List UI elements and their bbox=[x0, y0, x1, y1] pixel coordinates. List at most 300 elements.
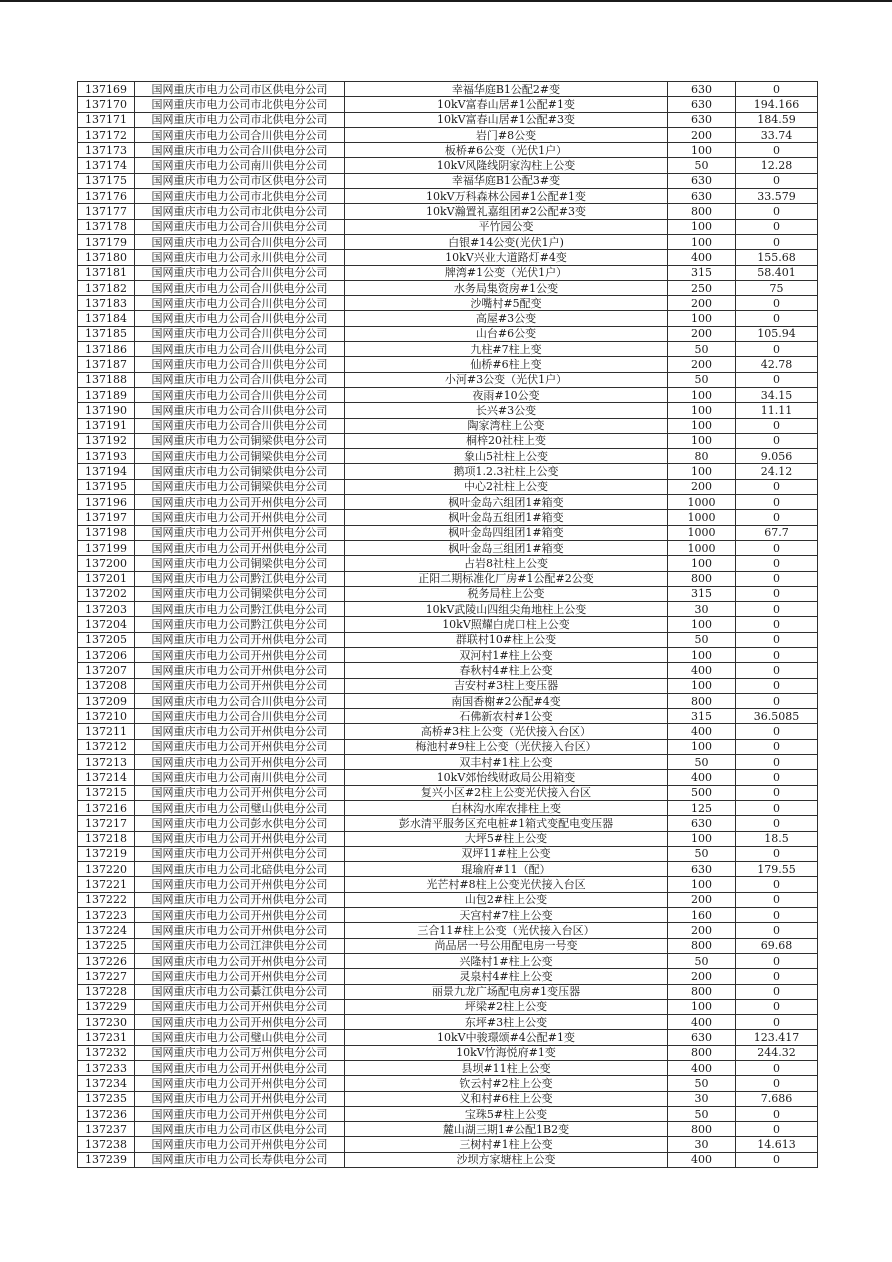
table-row bbox=[78, 403, 818, 418]
cell-company: 国网重庆市电力公司开州供电分公司 bbox=[135, 1137, 345, 1152]
table-row bbox=[78, 923, 818, 938]
cell-company: 国网重庆市电力公司市北供电分公司 bbox=[135, 97, 345, 112]
cell-value: 0 bbox=[736, 969, 818, 984]
cell-value: 0 bbox=[736, 433, 818, 448]
table-row bbox=[78, 112, 818, 127]
cell-name: 枫叶金岛六组团1#箱变 bbox=[345, 495, 668, 510]
cell-value: 0 bbox=[736, 82, 818, 97]
cell-value: 0 bbox=[736, 479, 818, 494]
cell-company: 国网重庆市电力公司开州供电分公司 bbox=[135, 755, 345, 770]
cell-capacity: 50 bbox=[668, 1106, 736, 1121]
cell-id: 137196 bbox=[78, 495, 135, 510]
table-row bbox=[78, 632, 818, 647]
cell-company: 国网重庆市电力公司合川供电分公司 bbox=[135, 127, 345, 142]
cell-id: 137230 bbox=[78, 1015, 135, 1030]
cell-company: 国网重庆市电力公司南川供电分公司 bbox=[135, 158, 345, 173]
cell-value: 0 bbox=[736, 908, 818, 923]
cell-id: 137227 bbox=[78, 969, 135, 984]
cell-name: 丽景九龙广场配电房#1变压器 bbox=[345, 984, 668, 999]
cell-capacity: 400 bbox=[668, 1152, 736, 1167]
cell-name: 彭水清平服务区充电桩#1箱式变配电变压器 bbox=[345, 816, 668, 831]
cell-value: 0 bbox=[736, 800, 818, 815]
cell-capacity: 100 bbox=[668, 739, 736, 754]
cell-name: 10kV郊怡线财政局公用箱变 bbox=[345, 770, 668, 785]
cell-id: 137197 bbox=[78, 510, 135, 525]
cell-capacity: 800 bbox=[668, 571, 736, 586]
cell-capacity: 400 bbox=[668, 1015, 736, 1030]
cell-value: 0 bbox=[736, 342, 818, 357]
cell-value: 0 bbox=[736, 540, 818, 555]
cell-company: 国网重庆市电力公司合川供电分公司 bbox=[135, 357, 345, 372]
cell-capacity: 100 bbox=[668, 143, 736, 158]
table-row bbox=[78, 525, 818, 540]
table-row bbox=[78, 189, 818, 204]
table-row bbox=[78, 127, 818, 142]
cell-name: 石佛新农村#1公变 bbox=[345, 709, 668, 724]
cell-value: 105.94 bbox=[736, 326, 818, 341]
cell-id: 137214 bbox=[78, 770, 135, 785]
cell-value: 0 bbox=[736, 755, 818, 770]
cell-capacity: 100 bbox=[668, 234, 736, 249]
cell-company: 国网重庆市电力公司开州供电分公司 bbox=[135, 663, 345, 678]
cell-id: 137235 bbox=[78, 1091, 135, 1106]
cell-company: 国网重庆市电力公司开州供电分公司 bbox=[135, 831, 345, 846]
cell-company: 国网重庆市电力公司市北供电分公司 bbox=[135, 112, 345, 127]
cell-id: 137228 bbox=[78, 984, 135, 999]
cell-capacity: 50 bbox=[668, 953, 736, 968]
table-row bbox=[78, 158, 818, 173]
cell-name: 幸福华庭B1公配3#变 bbox=[345, 173, 668, 188]
table-row bbox=[78, 693, 818, 708]
cell-company: 国网重庆市电力公司铜梁供电分公司 bbox=[135, 586, 345, 601]
cell-company: 国网重庆市电力公司合川供电分公司 bbox=[135, 280, 345, 295]
cell-name: 三树村#1柱上公变 bbox=[345, 1137, 668, 1152]
cell-company: 国网重庆市电力公司开州供电分公司 bbox=[135, 510, 345, 525]
cell-capacity: 100 bbox=[668, 219, 736, 234]
cell-company: 国网重庆市电力公司彭水供电分公司 bbox=[135, 816, 345, 831]
cell-name: 兴隆村1#柱上公变 bbox=[345, 953, 668, 968]
cell-capacity: 200 bbox=[668, 326, 736, 341]
cell-id: 137236 bbox=[78, 1106, 135, 1121]
cell-id: 137198 bbox=[78, 525, 135, 540]
cell-value: 75 bbox=[736, 280, 818, 295]
table-row bbox=[78, 265, 818, 280]
cell-company: 国网重庆市电力公司市北供电分公司 bbox=[135, 204, 345, 219]
cell-capacity: 200 bbox=[668, 357, 736, 372]
cell-name: 高屋#3公变 bbox=[345, 311, 668, 326]
cell-name: 牌湾#1公变（光伏1户） bbox=[345, 265, 668, 280]
cell-capacity: 100 bbox=[668, 387, 736, 402]
cell-value: 0 bbox=[736, 1061, 818, 1076]
cell-capacity: 800 bbox=[668, 1122, 736, 1137]
cell-company: 国网重庆市电力公司开州供电分公司 bbox=[135, 647, 345, 662]
cell-capacity: 100 bbox=[668, 877, 736, 892]
cell-id: 137176 bbox=[78, 189, 135, 204]
cell-capacity: 1000 bbox=[668, 495, 736, 510]
cell-name: 白林沟水库农排柱上变 bbox=[345, 800, 668, 815]
cell-id: 137175 bbox=[78, 173, 135, 188]
cell-id: 137217 bbox=[78, 816, 135, 831]
table-row bbox=[78, 938, 818, 953]
cell-company: 国网重庆市电力公司合川供电分公司 bbox=[135, 296, 345, 311]
cell-value: 0 bbox=[736, 311, 818, 326]
cell-capacity: 100 bbox=[668, 999, 736, 1014]
cell-capacity: 630 bbox=[668, 862, 736, 877]
table-row bbox=[78, 1030, 818, 1045]
cell-value: 58.401 bbox=[736, 265, 818, 280]
cell-value: 0 bbox=[736, 739, 818, 754]
cell-capacity: 30 bbox=[668, 1137, 736, 1152]
table-row bbox=[78, 785, 818, 800]
cell-value: 0 bbox=[736, 999, 818, 1014]
table-row bbox=[78, 800, 818, 815]
cell-capacity: 630 bbox=[668, 816, 736, 831]
cell-capacity: 80 bbox=[668, 449, 736, 464]
cell-company: 国网重庆市电力公司铜梁供电分公司 bbox=[135, 449, 345, 464]
table-row bbox=[78, 984, 818, 999]
cell-capacity: 50 bbox=[668, 632, 736, 647]
cell-capacity: 315 bbox=[668, 586, 736, 601]
cell-value: 155.68 bbox=[736, 250, 818, 265]
table-row bbox=[78, 1152, 818, 1167]
cell-value: 0 bbox=[736, 204, 818, 219]
table-row bbox=[78, 357, 818, 372]
cell-id: 137192 bbox=[78, 433, 135, 448]
cell-value: 0 bbox=[736, 571, 818, 586]
cell-capacity: 630 bbox=[668, 189, 736, 204]
table-row bbox=[78, 953, 818, 968]
table-row bbox=[78, 495, 818, 510]
cell-name: 坪梁#2柱上公变 bbox=[345, 999, 668, 1014]
cell-id: 137210 bbox=[78, 709, 135, 724]
cell-capacity: 100 bbox=[668, 418, 736, 433]
cell-id: 137239 bbox=[78, 1152, 135, 1167]
cell-id: 137194 bbox=[78, 464, 135, 479]
table-row bbox=[78, 479, 818, 494]
cell-capacity: 30 bbox=[668, 602, 736, 617]
cell-value: 179.55 bbox=[736, 862, 818, 877]
cell-value: 0 bbox=[736, 173, 818, 188]
cell-value: 24.12 bbox=[736, 464, 818, 479]
cell-company: 国网重庆市电力公司铜梁供电分公司 bbox=[135, 479, 345, 494]
cell-id: 137206 bbox=[78, 647, 135, 662]
cell-name: 正阳二期标准化厂房#1公配#2公变 bbox=[345, 571, 668, 586]
cell-name: 10kV照耀白虎口柱上公变 bbox=[345, 617, 668, 632]
cell-name: 高桥#3柱上公变（光伏接入台区） bbox=[345, 724, 668, 739]
table-row bbox=[78, 724, 818, 739]
cell-value: 33.579 bbox=[736, 189, 818, 204]
cell-company: 国网重庆市电力公司开州供电分公司 bbox=[135, 540, 345, 555]
cell-id: 137219 bbox=[78, 846, 135, 861]
cell-company: 国网重庆市电力公司黔江供电分公司 bbox=[135, 617, 345, 632]
cell-name: 吉安村#3柱上变压器 bbox=[345, 678, 668, 693]
cell-value: 0 bbox=[736, 617, 818, 632]
cell-value: 0 bbox=[736, 296, 818, 311]
table-row bbox=[78, 540, 818, 555]
cell-value: 11.11 bbox=[736, 403, 818, 418]
cell-id: 137172 bbox=[78, 127, 135, 142]
cell-company: 国网重庆市电力公司合川供电分公司 bbox=[135, 234, 345, 249]
cell-company: 国网重庆市电力公司合川供电分公司 bbox=[135, 326, 345, 341]
cell-id: 137170 bbox=[78, 97, 135, 112]
cell-id: 137218 bbox=[78, 831, 135, 846]
cell-name: 南国香榭#2公配#4变 bbox=[345, 693, 668, 708]
cell-capacity: 200 bbox=[668, 296, 736, 311]
cell-id: 137220 bbox=[78, 862, 135, 877]
cell-capacity: 50 bbox=[668, 158, 736, 173]
cell-name: 天宫村#7柱上公变 bbox=[345, 908, 668, 923]
cell-value: 0 bbox=[736, 219, 818, 234]
cell-company: 国网重庆市电力公司开州供电分公司 bbox=[135, 739, 345, 754]
cell-id: 137200 bbox=[78, 556, 135, 571]
cell-id: 137182 bbox=[78, 280, 135, 295]
cell-company: 国网重庆市电力公司开州供电分公司 bbox=[135, 1076, 345, 1091]
cell-company: 国网重庆市电力公司开州供电分公司 bbox=[135, 1091, 345, 1106]
cell-company: 国网重庆市电力公司开州供电分公司 bbox=[135, 495, 345, 510]
cell-capacity: 400 bbox=[668, 724, 736, 739]
cell-value: 0 bbox=[736, 143, 818, 158]
cell-id: 137174 bbox=[78, 158, 135, 173]
table-row bbox=[78, 999, 818, 1014]
cell-name: 仙桥#6柱上变 bbox=[345, 357, 668, 372]
cell-name: 10kV武陵山四组尖角地柱上公变 bbox=[345, 602, 668, 617]
table-row bbox=[78, 234, 818, 249]
table-row bbox=[78, 1045, 818, 1060]
cell-id: 137186 bbox=[78, 342, 135, 357]
cell-id: 137216 bbox=[78, 800, 135, 815]
cell-id: 137213 bbox=[78, 755, 135, 770]
cell-capacity: 630 bbox=[668, 82, 736, 97]
cell-value: 18.5 bbox=[736, 831, 818, 846]
cell-id: 137203 bbox=[78, 602, 135, 617]
cell-value: 194.166 bbox=[736, 97, 818, 112]
table-row bbox=[78, 1091, 818, 1106]
cell-capacity: 100 bbox=[668, 617, 736, 632]
cell-capacity: 100 bbox=[668, 831, 736, 846]
cell-name: 长兴#3公变 bbox=[345, 403, 668, 418]
cell-name: 岩门#8公变 bbox=[345, 127, 668, 142]
cell-value: 0 bbox=[736, 678, 818, 693]
cell-name: 县坝#11柱上公变 bbox=[345, 1061, 668, 1076]
cell-id: 137233 bbox=[78, 1061, 135, 1076]
cell-id: 137226 bbox=[78, 953, 135, 968]
cell-id: 137179 bbox=[78, 234, 135, 249]
cell-capacity: 1000 bbox=[668, 510, 736, 525]
cell-id: 137237 bbox=[78, 1122, 135, 1137]
table-row bbox=[78, 877, 818, 892]
cell-value: 0 bbox=[736, 495, 818, 510]
cell-name: 大坪5#柱上公变 bbox=[345, 831, 668, 846]
table-row bbox=[78, 280, 818, 295]
table-row bbox=[78, 602, 818, 617]
cell-value: 244.32 bbox=[736, 1045, 818, 1060]
cell-capacity: 315 bbox=[668, 265, 736, 280]
cell-name: 板桥#6公变（光伏1户） bbox=[345, 143, 668, 158]
cell-id: 137189 bbox=[78, 387, 135, 402]
table-row bbox=[78, 311, 818, 326]
cell-company: 国网重庆市电力公司长寿供电分公司 bbox=[135, 1152, 345, 1167]
table-row bbox=[78, 846, 818, 861]
transformer-data-table bbox=[77, 81, 818, 1168]
table-row bbox=[78, 143, 818, 158]
cell-value: 0 bbox=[736, 1122, 818, 1137]
cell-name: 双丰村#1柱上公变 bbox=[345, 755, 668, 770]
table-row bbox=[78, 770, 818, 785]
cell-id: 137225 bbox=[78, 938, 135, 953]
cell-name: 枫叶金岛五组团1#箱变 bbox=[345, 510, 668, 525]
cell-value: 0 bbox=[736, 877, 818, 892]
cell-company: 国网重庆市电力公司开州供电分公司 bbox=[135, 785, 345, 800]
cell-value: 0 bbox=[736, 1015, 818, 1030]
cell-company: 国网重庆市电力公司合川供电分公司 bbox=[135, 311, 345, 326]
table-row bbox=[78, 342, 818, 357]
cell-name: 沙坝方家塘柱上公变 bbox=[345, 1152, 668, 1167]
table-row bbox=[78, 326, 818, 341]
cell-name: 中心2社柱上公变 bbox=[345, 479, 668, 494]
table-row bbox=[78, 1076, 818, 1091]
cell-value: 34.15 bbox=[736, 387, 818, 402]
cell-value: 0 bbox=[736, 923, 818, 938]
cell-capacity: 100 bbox=[668, 678, 736, 693]
cell-name: 钦云村#2柱上公变 bbox=[345, 1076, 668, 1091]
cell-name: 10kV竹海悦府#1变 bbox=[345, 1045, 668, 1060]
table-row bbox=[78, 556, 818, 571]
table-row bbox=[78, 1061, 818, 1076]
cell-name: 10kV瀚置礼嘉组团#2公配#3变 bbox=[345, 204, 668, 219]
cell-company: 国网重庆市电力公司市区供电分公司 bbox=[135, 1122, 345, 1137]
table-row bbox=[78, 418, 818, 433]
cell-capacity: 400 bbox=[668, 663, 736, 678]
cell-capacity: 250 bbox=[668, 280, 736, 295]
cell-id: 137178 bbox=[78, 219, 135, 234]
cell-name: 麓山湖三期1#公配1B2变 bbox=[345, 1122, 668, 1137]
cell-name: 梅池村#9柱上公变（光伏接入台区） bbox=[345, 739, 668, 754]
table-row bbox=[78, 219, 818, 234]
cell-id: 137202 bbox=[78, 586, 135, 601]
cell-id: 137181 bbox=[78, 265, 135, 280]
cell-id: 137205 bbox=[78, 632, 135, 647]
table-row bbox=[78, 617, 818, 632]
cell-capacity: 200 bbox=[668, 923, 736, 938]
cell-capacity: 400 bbox=[668, 1061, 736, 1076]
cell-name: 山台#6公变 bbox=[345, 326, 668, 341]
cell-company: 国网重庆市电力公司璧山供电分公司 bbox=[135, 1030, 345, 1045]
table-row bbox=[78, 1015, 818, 1030]
cell-name: 九柱#7柱上变 bbox=[345, 342, 668, 357]
cell-capacity: 315 bbox=[668, 709, 736, 724]
cell-id: 137229 bbox=[78, 999, 135, 1014]
table-row bbox=[78, 647, 818, 662]
cell-company: 国网重庆市电力公司开州供电分公司 bbox=[135, 632, 345, 647]
cell-value: 0 bbox=[736, 234, 818, 249]
cell-company: 国网重庆市电力公司开州供电分公司 bbox=[135, 953, 345, 968]
cell-id: 137184 bbox=[78, 311, 135, 326]
cell-company: 国网重庆市电力公司开州供电分公司 bbox=[135, 724, 345, 739]
table-row bbox=[78, 739, 818, 754]
cell-value: 7.686 bbox=[736, 1091, 818, 1106]
cell-company: 国网重庆市电力公司綦江供电分公司 bbox=[135, 984, 345, 999]
cell-value: 0 bbox=[736, 1076, 818, 1091]
table-row bbox=[78, 387, 818, 402]
cell-capacity: 160 bbox=[668, 908, 736, 923]
table-row bbox=[78, 173, 818, 188]
cell-company: 国网重庆市电力公司合川供电分公司 bbox=[135, 387, 345, 402]
table-row bbox=[78, 663, 818, 678]
cell-company: 国网重庆市电力公司市北供电分公司 bbox=[135, 189, 345, 204]
cell-company: 国网重庆市电力公司开州供电分公司 bbox=[135, 525, 345, 540]
cell-capacity: 30 bbox=[668, 1091, 736, 1106]
table-row bbox=[78, 892, 818, 907]
table-row bbox=[78, 755, 818, 770]
cell-id: 137173 bbox=[78, 143, 135, 158]
cell-name: 10kV万科森林公园#1公配#1变 bbox=[345, 189, 668, 204]
cell-capacity: 800 bbox=[668, 693, 736, 708]
cell-company: 国网重庆市电力公司江津供电分公司 bbox=[135, 938, 345, 953]
cell-company: 国网重庆市电力公司合川供电分公司 bbox=[135, 709, 345, 724]
cell-name: 义和村#6柱上公变 bbox=[345, 1091, 668, 1106]
cell-id: 137224 bbox=[78, 923, 135, 938]
cell-capacity: 50 bbox=[668, 1076, 736, 1091]
cell-value: 0 bbox=[736, 510, 818, 525]
cell-capacity: 100 bbox=[668, 464, 736, 479]
cell-company: 国网重庆市电力公司合川供电分公司 bbox=[135, 418, 345, 433]
cell-value: 67.7 bbox=[736, 525, 818, 540]
cell-name: 象山5社柱上公变 bbox=[345, 449, 668, 464]
cell-value: 0 bbox=[736, 647, 818, 662]
cell-company: 国网重庆市电力公司开州供电分公司 bbox=[135, 999, 345, 1014]
cell-company: 国网重庆市电力公司开州供电分公司 bbox=[135, 908, 345, 923]
cell-name: 10kV兴业大道路灯#4变 bbox=[345, 250, 668, 265]
cell-company: 国网重庆市电力公司市区供电分公司 bbox=[135, 173, 345, 188]
cell-value: 0 bbox=[736, 372, 818, 387]
cell-capacity: 800 bbox=[668, 1045, 736, 1060]
cell-value: 42.78 bbox=[736, 357, 818, 372]
cell-id: 137231 bbox=[78, 1030, 135, 1045]
cell-capacity: 400 bbox=[668, 250, 736, 265]
cell-value: 184.59 bbox=[736, 112, 818, 127]
cell-capacity: 1000 bbox=[668, 540, 736, 555]
cell-company: 国网重庆市电力公司开州供电分公司 bbox=[135, 877, 345, 892]
table-row bbox=[78, 1137, 818, 1152]
cell-name: 东坪#3柱上公变 bbox=[345, 1015, 668, 1030]
cell-name: 复兴小区#2柱上公变光伏接入台区 bbox=[345, 785, 668, 800]
cell-company: 国网重庆市电力公司黔江供电分公司 bbox=[135, 571, 345, 586]
cell-id: 137223 bbox=[78, 908, 135, 923]
cell-value: 9.056 bbox=[736, 449, 818, 464]
cell-value: 0 bbox=[736, 953, 818, 968]
cell-name: 群联村10#柱上公变 bbox=[345, 632, 668, 647]
cell-name: 10kV富春山居#1公配#1变 bbox=[345, 97, 668, 112]
cell-company: 国网重庆市电力公司永川供电分公司 bbox=[135, 250, 345, 265]
cell-value: 0 bbox=[736, 586, 818, 601]
cell-capacity: 100 bbox=[668, 556, 736, 571]
cell-company: 国网重庆市电力公司合川供电分公司 bbox=[135, 219, 345, 234]
cell-value: 0 bbox=[736, 892, 818, 907]
cell-id: 137177 bbox=[78, 204, 135, 219]
cell-capacity: 800 bbox=[668, 204, 736, 219]
cell-name: 税务局柱上公变 bbox=[345, 586, 668, 601]
cell-name: 陶家湾柱上公变 bbox=[345, 418, 668, 433]
cell-name: 灵泉村4#柱上公变 bbox=[345, 969, 668, 984]
cell-value: 0 bbox=[736, 556, 818, 571]
cell-capacity: 100 bbox=[668, 311, 736, 326]
cell-name: 琨瑜府#11（配） bbox=[345, 862, 668, 877]
cell-capacity: 125 bbox=[668, 800, 736, 815]
cell-id: 137185 bbox=[78, 326, 135, 341]
cell-company: 国网重庆市电力公司开州供电分公司 bbox=[135, 892, 345, 907]
cell-name: 山包2#柱上公变 bbox=[345, 892, 668, 907]
table-row bbox=[78, 831, 818, 846]
